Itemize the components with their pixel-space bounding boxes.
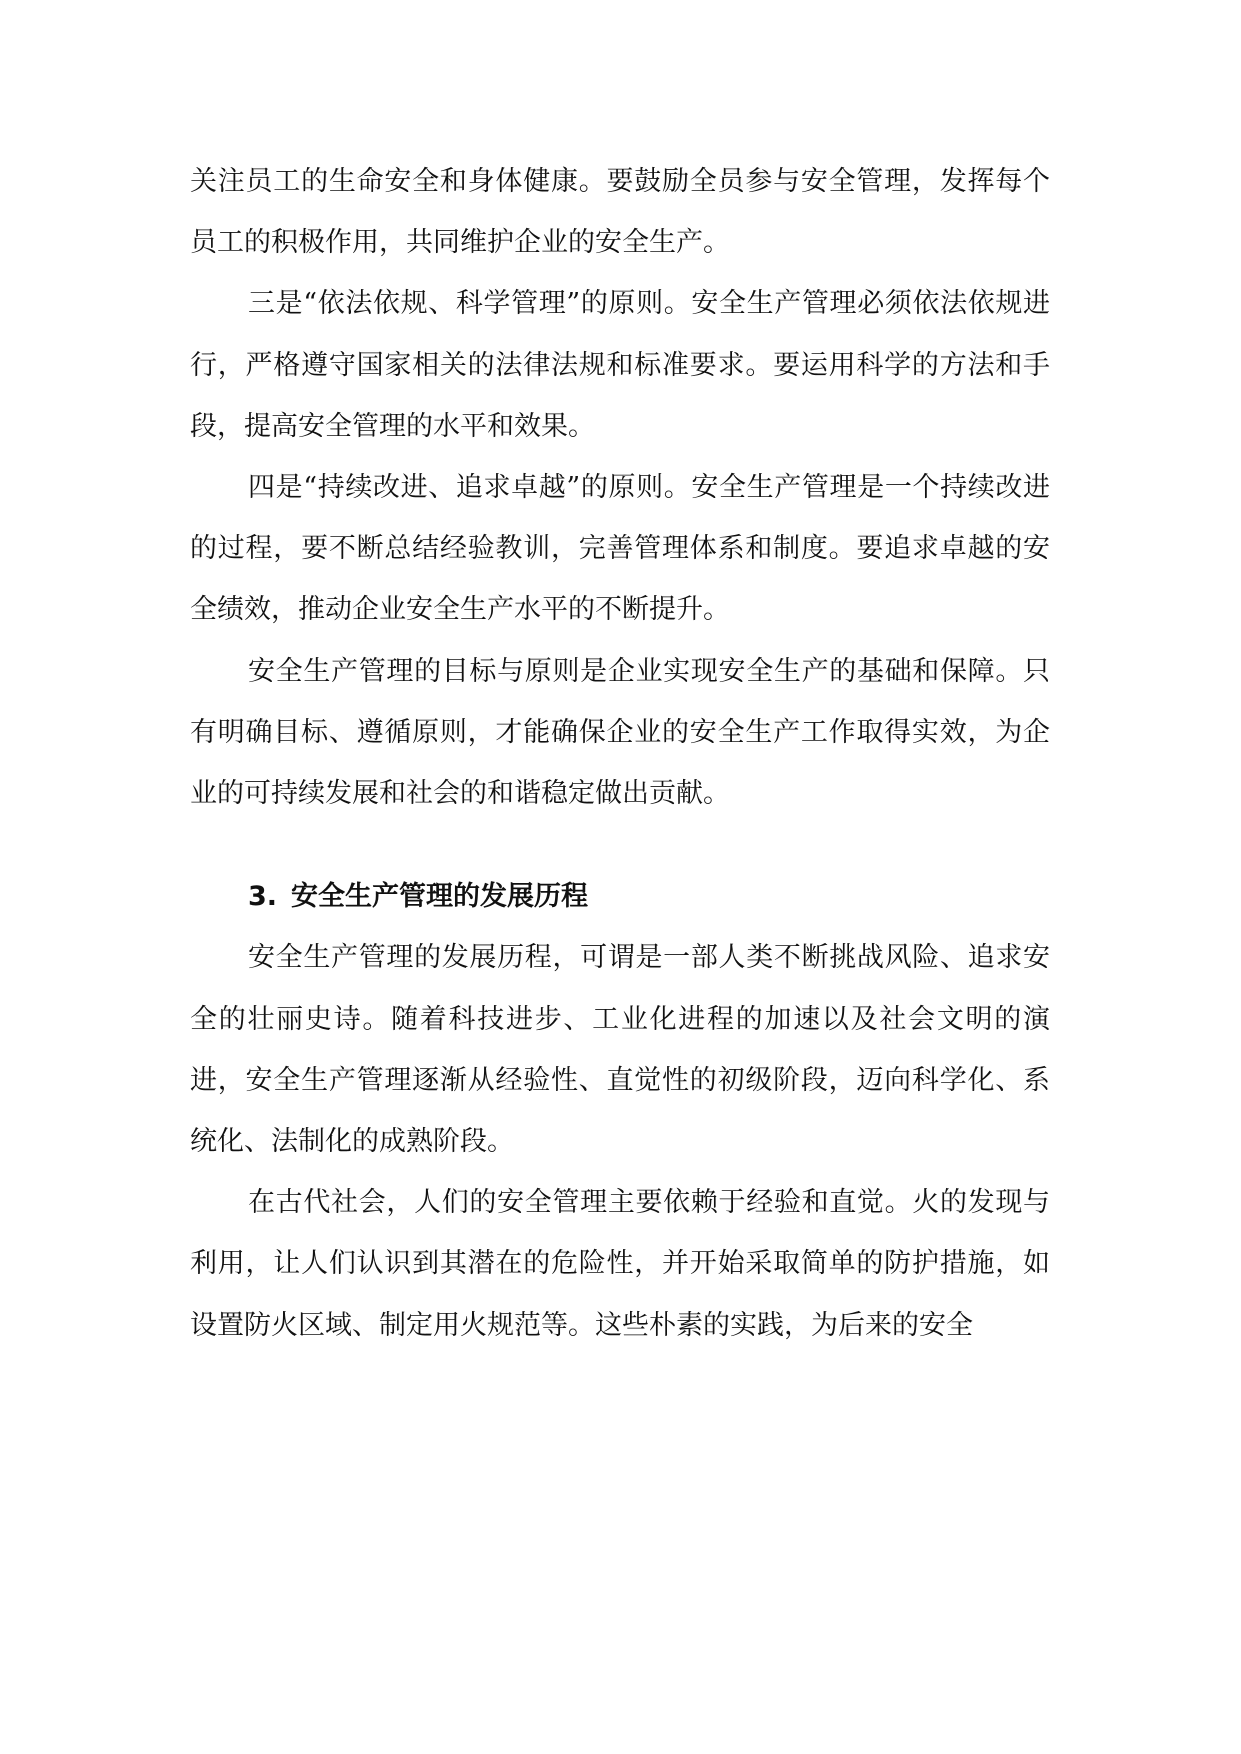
paragraph-history-intro: 安全生产管理的发展历程，可谓是一部人类不断挑战风险、追求安全的壮丽史诗。随着科技进步、工业化进程的加速以及社会文明的演进，安全生产管理逐渐从经验性、直觉性的初级阶段，迈向科学化、系统化、法制化的成熟阶段。 [190,942,1050,1158]
paragraph-principle-four: 四是“持续改进、追求卓越”的原则。安全生产管理是一个持续改进的过程，要不断总结经验教训，完善管理体系和制度。要追求卓越的安全绩效，推动企业安全生产水平的不断提升。 [190,472,1050,626]
section-title: 安全生产管理的发展历程 [291,881,589,913]
section-heading [190,866,1050,927]
section-number: 3. [248,881,278,913]
paragraph-ancient-society: 在古代社会，人们的安全管理主要依赖于经验和直觉。火的发现与利用，让人们认识到其潜在的危险性，并开始采取简单的防护措施，如设置防火区域、制定用火规范等。这些朴素的实践，为后来的安全 [190,1187,1050,1341]
document-body [190,151,1050,1356]
paragraph-summary: 安全生产管理的目标与原则是企业实现安全生产的基础和保障。只有明确目标、遵循原则，才能确保企业的安全生产工作取得实效，为企业的可持续发展和社会的和谐稳定做出贡献。 [190,655,1050,810]
paragraph-principle-three: 三是“依法依规、科学管理”的原则。安全生产管理必须依法依规进行，严格遵守国家相关的法律法规和标准要求。要运用科学的方法和手段，提高安全管理的水平和效果。 [190,288,1050,442]
paragraph-continued: 关注员工的生命安全和身体健康。要鼓励全员参与安全管理，发挥每个员工的积极作用，共同维护企业的安全生产。 [190,166,1050,259]
